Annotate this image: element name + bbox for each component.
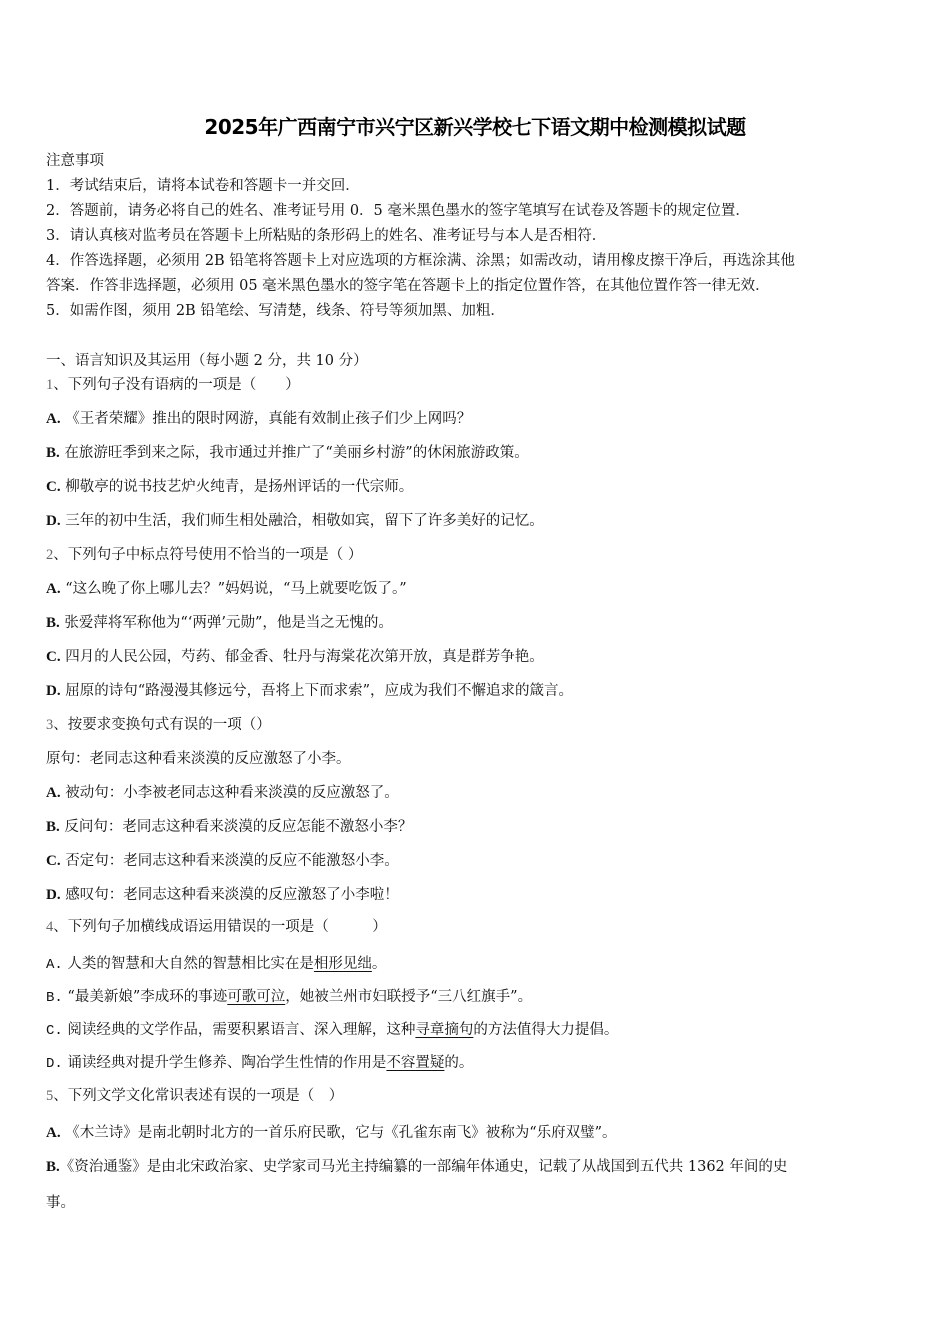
notice-heading: 注意事项: [46, 153, 104, 169]
option-text: “这么晚了你上哪儿去？”妈妈说，“马上就要吃饭了。”: [65, 581, 407, 597]
option-text: 四月的人民公园，芍药、郁金香、牡丹与海棠花次第开放，真是群芳争艳。: [65, 649, 544, 665]
question-number: 5: [46, 1088, 54, 1104]
option-d: [46, 1053, 473, 1074]
option-text: 《资治通鉴》是由北宋政治家、史学家司马光主持编纂的一部编年体通史，记载了从战国到五代共 1362 年间的史: [59, 1159, 788, 1175]
option-letter: A.: [46, 1125, 61, 1141]
section-heading: 一、语言知识及其运用（每小题 2 分，共 10 分）: [46, 353, 368, 369]
option-text: 被动句：小李被老同志这种看来淡漠的反应激怒了。: [65, 785, 399, 801]
option-b: [46, 443, 529, 463]
option-text: ，她被兰州市妇联授予“三八红旗手”。: [285, 989, 533, 1005]
option-b: [46, 1157, 906, 1177]
underlined-idiom: 不容置疑: [386, 1055, 445, 1071]
question-number: 1: [46, 377, 54, 393]
option-d: [46, 885, 399, 905]
option-letter: A.: [46, 957, 63, 973]
option-text: 。: [371, 956, 387, 972]
option-text: 柳敬亭的说书技艺炉火纯青，是扬州评话的一代宗师。: [65, 479, 414, 495]
option-letter: B.: [46, 445, 60, 461]
question-text: 、下列句子中标点符号使用不恰当的一项是（ ）: [53, 547, 363, 563]
original-sentence: 原句：老同志这种看来淡漠的反应激怒了小李。: [46, 751, 351, 767]
option-letter: B.: [46, 1159, 60, 1175]
question-stem: [46, 1086, 343, 1106]
question-text: 、下列句子加横线成语运用错误的一项是（ ）: [53, 919, 387, 935]
option-letter: D.: [46, 887, 61, 903]
option-c: [46, 647, 544, 667]
option-letter: B.: [46, 615, 60, 631]
question-number: 3: [46, 717, 54, 733]
notice-item: 4．作答选择题，必须用 2B 铅笔将答题卡上对应选项的方框涂满、涂黑；如需改动，请用橡皮擦干净后，再选涂其他: [46, 253, 795, 269]
underlined-idiom: 可歌可泣: [227, 989, 286, 1005]
option-b-continuation: 事。: [46, 1195, 75, 1211]
option-letter: D.: [46, 1056, 63, 1072]
question-text: 、下列句子没有语病的一项是（ ）: [53, 377, 300, 393]
option-c: [46, 1020, 618, 1041]
question-text: 、下列文学文化常识表述有误的一项是（ ）: [53, 1088, 344, 1104]
option-letter: D.: [46, 683, 61, 699]
notice-item: 5．如需作图，须用 2B 铅笔绘、写清楚，线条、符号等须加黑、加粗．: [46, 303, 505, 319]
option-text: 的。: [444, 1055, 474, 1071]
option-c: [46, 851, 399, 871]
option-text: “最美新娘”李成环的事迹: [67, 989, 228, 1005]
option-text: 《木兰诗》是南北朝时北方的一首乐府民歌，它与《孔雀东南飞》被称为“乐府双璧”。: [65, 1125, 617, 1141]
option-text: 《王者荣耀》推出的限时网游，真能有效制止孩子们少上网吗？: [65, 411, 472, 427]
notice-item: 1．考试结束后，请将本试卷和答题卡一并交回．: [46, 178, 360, 194]
option-text: 诵读经典对提升学生修养、陶冶学生性情的作用是: [67, 1055, 387, 1071]
question-stem: [46, 917, 387, 937]
notice-item: 2．答题前，请务必将自己的姓名、准考证号用 0．5 毫米黑色墨水的签字笔填写在试卷及答题卡的规定位置．: [46, 203, 750, 219]
option-letter: A.: [46, 785, 61, 801]
option-letter: B.: [46, 990, 63, 1006]
question-stem: [46, 375, 300, 395]
option-a: [46, 954, 386, 975]
option-b: [46, 613, 393, 633]
underlined-idiom: 相形见绌: [313, 956, 372, 972]
option-d: [46, 681, 573, 701]
option-b: [46, 817, 412, 837]
notice-item: 答案．作答非选择题，必须用 05 毫米黑色墨水的签字笔在答题卡上的指定位置作答，在其他位置作答一律无效．: [46, 278, 770, 294]
question-text: 、按要求变换句式有误的一项（）: [53, 717, 271, 733]
option-letter: C.: [46, 1023, 63, 1039]
question-stem: [46, 715, 271, 735]
option-text: 否定句：老同志这种看来淡漠的反应不能激怒小李。: [65, 853, 399, 869]
option-letter: C.: [46, 649, 61, 665]
option-text: 屈原的诗句“路漫漫其修远兮，吾将上下而求索”，应成为我们不懈追求的箴言。: [65, 683, 574, 699]
question-stem: [46, 545, 362, 565]
page-title: 2025年广西南宁市兴宁区新兴学校七下语文期中检测模拟试题: [204, 115, 746, 139]
option-c: [46, 477, 413, 497]
question-number: 4: [46, 919, 54, 935]
option-text: 人类的智慧和大自然的智慧相比实在是: [67, 956, 314, 972]
option-letter: A.: [46, 581, 61, 597]
option-a: [46, 409, 471, 429]
option-letter: C.: [46, 479, 61, 495]
option-text: 阅读经典的文学作品，需要积累语言、深入理解，这种: [67, 1022, 416, 1038]
question-number: 2: [46, 547, 54, 563]
option-b: [46, 987, 532, 1008]
option-text: 的方法值得大力提倡。: [473, 1022, 619, 1038]
option-text: 感叹句：老同志这种看来淡漠的反应激怒了小李啦！: [65, 887, 399, 903]
option-d: [46, 511, 544, 531]
option-a: [46, 783, 399, 803]
option-letter: B.: [46, 819, 60, 835]
notice-item: 3．请认真核对监考员在答题卡上所粘贴的条形码上的姓名、准考证号与本人是否相符．: [46, 228, 607, 244]
underlined-idiom: 寻章摘句: [415, 1022, 474, 1038]
option-text: 在旅游旺季到来之际，我市通过并推广了“美丽乡村游”的休闲旅游政策。: [64, 445, 529, 461]
option-letter: D.: [46, 513, 61, 529]
option-text: 反问句：老同志这种看来淡漠的反应怎能不激怒小李？: [64, 819, 413, 835]
option-text: 张爱萍将军称他为“‘两弹’元勋”，他是当之无愧的。: [64, 615, 393, 631]
option-a: [46, 579, 407, 599]
option-letter: C.: [46, 853, 61, 869]
option-a: [46, 1123, 617, 1143]
option-text: 三年的初中生活，我们师生相处融洽，相敬如宾，留下了许多美好的记忆。: [65, 513, 544, 529]
option-letter: A.: [46, 411, 61, 427]
